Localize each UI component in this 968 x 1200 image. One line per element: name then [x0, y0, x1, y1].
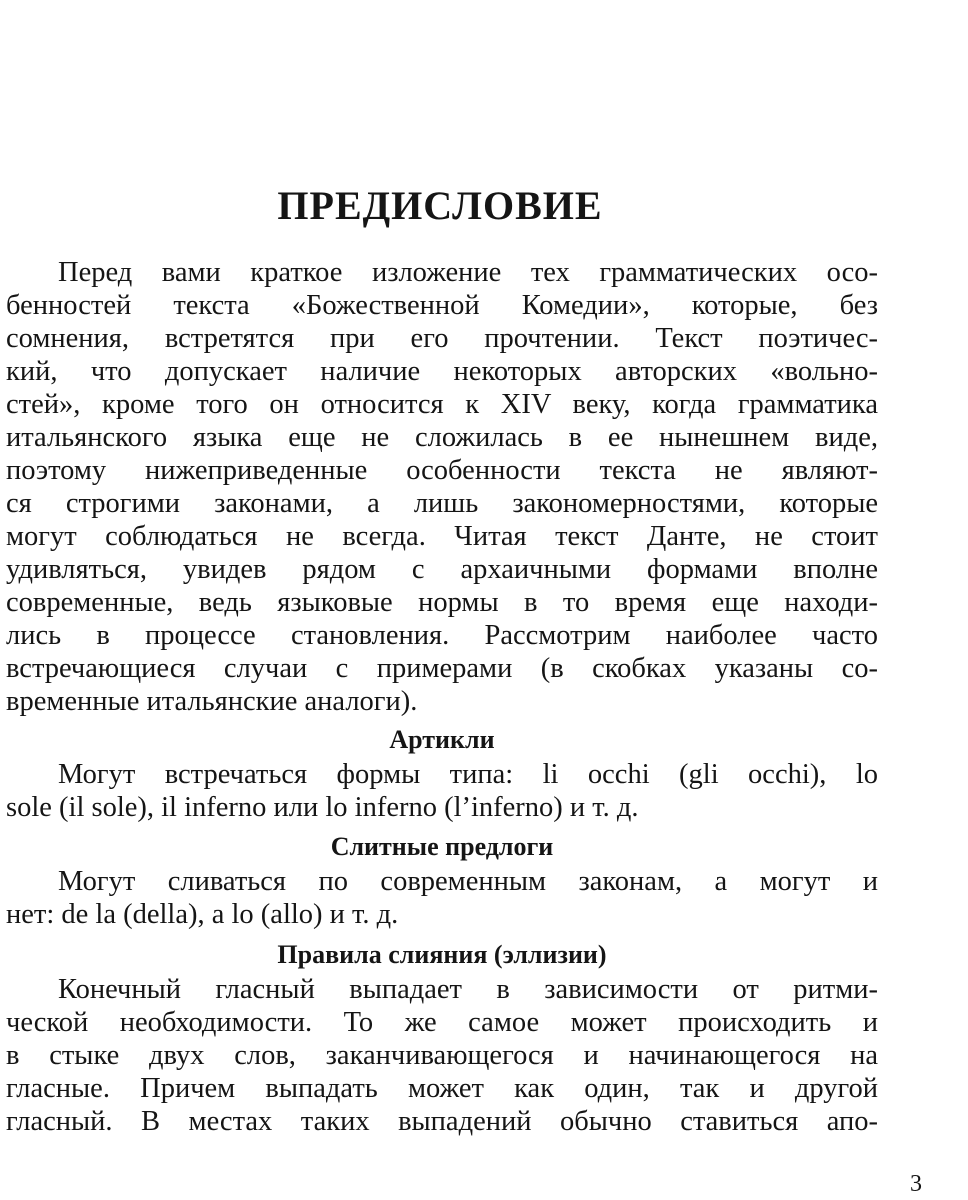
text-line: гласный. В местах таких выпадений обычно ставиться апо- — [6, 1106, 878, 1137]
text-line: встречающиеся случаи с примерами (в скобках указаны со- — [6, 653, 878, 684]
text-line: могут соблюдаться не всегда. Читая текст Данте, не стоит — [6, 521, 878, 552]
section-prepositions — [6, 829, 878, 931]
intro-paragraph — [6, 256, 878, 718]
text-line: Могут встречаться формы типа: li occhi (gli occhi), lo — [58, 759, 878, 790]
text-line: Конечный гласный выпадает в зависимости от ритми- — [58, 974, 878, 1005]
text-line: кий, что допускает наличие некоторых авторских «вольно- — [6, 356, 878, 387]
text-line: сомнения, встретятся при его прочтении. Текст поэтичес- — [6, 323, 878, 354]
text-line: нет: de la (della), a lo (allo) и т. д. — [6, 899, 399, 930]
text-line: Могут сливаться по современным законам, а могут и — [58, 866, 878, 897]
text-line: временные итальянские аналоги). — [6, 686, 418, 717]
text-line: sole (il sole), il inferno или lo inferno (l’inferno) и т. д. — [6, 792, 639, 823]
text-line: Перед вами краткое изложение тех грамматических осо- — [58, 257, 878, 288]
text-line: ческой необходимости. То же самое может происходить и — [6, 1007, 878, 1038]
text-line: бенностей текста «Божественной Комедии», которые, без — [6, 290, 878, 321]
section-heading: Артикли — [389, 725, 495, 754]
text-line: удивляться, увидев рядом с архаичными формами вполне — [6, 554, 878, 585]
text-line: стей», кроме того он относится к XIV веку, когда грамматика — [6, 389, 878, 420]
text-line: поэтому нижеприведенные особенности текста не являют- — [6, 455, 878, 486]
text-line: гласные. Причем выпадать может как один, так и другой — [6, 1073, 878, 1104]
text-line: лись в процессе становления. Рассмотрим наиболее часто — [6, 620, 878, 651]
text-line: итальянского языка еще не сложилась в ее нынешнем виде, — [6, 422, 878, 453]
section-elision — [6, 937, 878, 1138]
section-articles — [6, 722, 878, 824]
text-line: в стыке двух слов, заканчивающегося и начинающегося на — [6, 1040, 878, 1071]
text-line: ся строгими законами, а лишь закономерностями, которые — [6, 488, 878, 519]
section-heading: Правила слияния (эллизии) — [277, 940, 607, 969]
section-heading: Слитные предлоги — [330, 832, 554, 861]
page-title: ПРЕДИСЛОВИЕ — [277, 183, 603, 228]
text-line: современные, ведь языковые нормы в то время еще находи- — [6, 587, 878, 618]
page-number: 3 — [910, 1171, 922, 1197]
